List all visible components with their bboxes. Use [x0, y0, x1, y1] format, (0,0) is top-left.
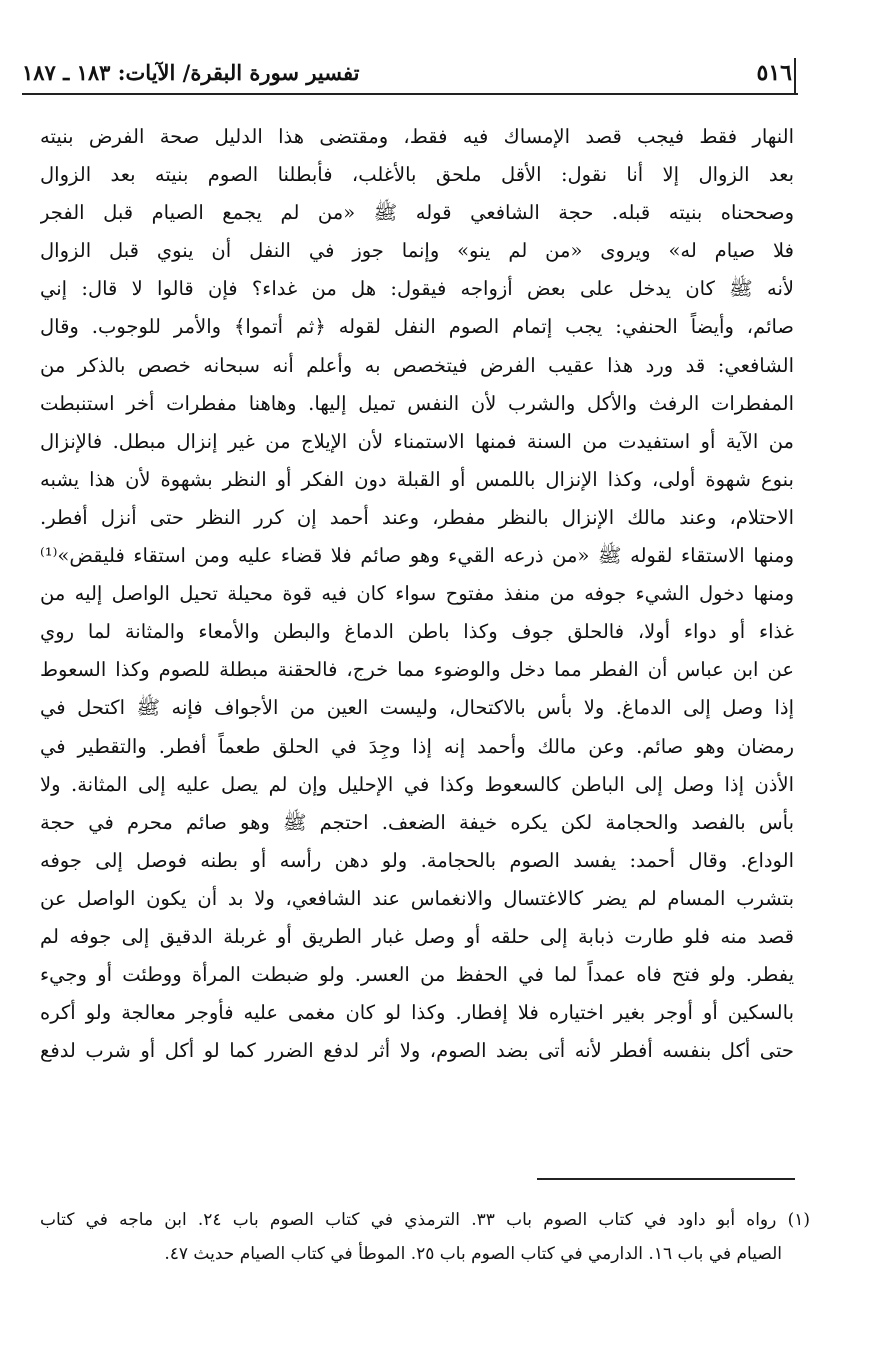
- header-rule: [22, 93, 798, 95]
- text-line: وصححناه بنيته قبله. حجة الشافعي قوله ﷺ «من لم يجمع الصيام قبل الفجر: [40, 201, 794, 225]
- text-line: النهار فقط فيجب قصد الإمساك فيه فقط، ومقتضى هذا الدليل صحة الفرض بنيته: [40, 125, 794, 148]
- text-line: ومنها الاستقاء لقوله ﷺ «من ذرعه القيء وهو صائم فلا قضاء عليه ومن استقاء فليقض»⁽¹⁾: [40, 544, 794, 568]
- text-line: المفطرات الرفث والأكل والشرب لأن النفس تميل إليها. وهاهنا مفطرات أخر استنبطت: [40, 391, 794, 415]
- main-text: [40, 118, 794, 1070]
- text-line: قصد منه فلو طارت ذبابة إلى حلقه أو وصل غبار الطريق أو غربلة الدقيق إلى جوفه لم: [40, 924, 794, 948]
- header-vertical-rule: [794, 58, 796, 94]
- text-line: بنوع شهوة أولى، وكذا الإنزال باللمس أو القبلة دون الفكر أو النظر بشهوة لأن هذا يشبه: [40, 467, 794, 491]
- text-line: من الآية أو استفيدت من السنة فمنها الاستمناء لأن الإيلاج من غير إنزال مبطل. فالإنزال: [40, 429, 794, 453]
- footnote-line: (١) رواه أبو داود في كتاب الصوم باب ٣٣. الترمذي في كتاب الصوم باب ٢٤. ابن ماجه في كتاب: [40, 1210, 810, 1230]
- text-line: الوداع. وقال أحمد: يفسد الصوم بالحجامة. ولو دهن رأسه أو بطنه فوصل إلى جوفه: [40, 848, 794, 872]
- text-line: غذاء أو دواء أولا، فالحلق جوف وكذا باطن الدماغ والبطن والأمعاء والمثانة لما روي: [40, 620, 794, 644]
- text-line: إذا وصل إلى الدماغ. ولا بأس بالاكتحال، وليست العين من الأجواف فإنه ﷺ اكتحل في: [40, 696, 794, 720]
- text-line: الاحتلام، وعند مالك الإنزال بالنظر مفطر، وعند أحمد إن كرر النظر حتى أنزل أفطر.: [40, 505, 794, 529]
- text-line: يفطر. ولو فتح فاه عمداً لما في الحفظ من العسر. ولو ضبطت المرأة ووطئت أو وجيء: [40, 963, 794, 987]
- page-header: [22, 58, 796, 90]
- text-line: فلا صيام له» ويروى «من لم ينو» وإنما جوز في النفل أن ينوي قبل الزوال: [40, 239, 794, 263]
- text-line: حتى أكل بنفسه أفطر لأنه أتى بضد الصوم، ولا أثر لدفع الضرر كما لو أكل أو شرب لدفع: [40, 1039, 794, 1063]
- text-line: عن ابن عباس أن الفطر مما دخل والوضوء مما خرج، فالحقنة مبطلة للصوم وكذا السعوط: [40, 658, 794, 682]
- text-line: الشافعي: قد ورد هذا عقيب الفرض فيتخصص به وأعلم أنه سبحانه خصص بالذكر من: [40, 353, 794, 377]
- footnotes: [40, 1203, 810, 1271]
- page-number: ٥١٦: [756, 60, 792, 86]
- footnote-line: الصيام في باب ١٦. الدارمي في كتاب الصوم باب ٢٥. الموطأ في كتاب الصيام حديث ٤٧.: [164, 1244, 782, 1264]
- text-line: لأنه ﷺ كان يدخل على بعض أزواجه فيقول: هل من غداء؟ فإن قالوا لا قال: إني: [40, 277, 794, 301]
- text-line: بالسكين أو أوجر بغير اختياره فلا إفطار. وكذا لو كان مغمى عليه فأوجر معالجة ولو أكره: [40, 1001, 794, 1025]
- running-title: تفسير سورة البقرة/ الآيات: ١٨٣ ـ ١٨٧: [22, 60, 360, 85]
- footnote-separator: [537, 1178, 795, 1180]
- text-line: رمضان وهو صائم. وعن مالك وأحمد إنه إذا وجِدَ في الحلق طعماً أفطر. والتقطير في: [40, 734, 794, 758]
- text-line: بتشرب المسام لم يضر كالاغتسال والانغماس عند الشافعي، ولا بد أن يكون الواصل عن: [40, 886, 794, 910]
- text-line: ومنها دخول الشيء جوفه من منفذ مفتوح سواء كان فيه قوة محيلة تحيل الواصل إليه من: [40, 582, 794, 606]
- text-line: بعد الزوال إلا أنا نقول: الأقل ملحق بالأغلب، فأبطلنا الصوم بنيته بعد الزوال: [40, 163, 794, 187]
- text-line: صائم، وأيضاً الحنفي: يجب إتمام الصوم النفل لقوله ﴿ثم أتموا﴾ والأمر للوجوب. وقال: [40, 315, 794, 339]
- text-line: الأذن إذا وصل إلى الباطن كالسعوط وكذا في الإحليل وإن لم يصل عليه إلى المثانة. ولا: [40, 772, 794, 796]
- text-line: بأس بالفصد والحجامة لكن يكره خيفة الضعف. احتجم ﷺ وهو صائم محرم في حجة: [40, 810, 794, 834]
